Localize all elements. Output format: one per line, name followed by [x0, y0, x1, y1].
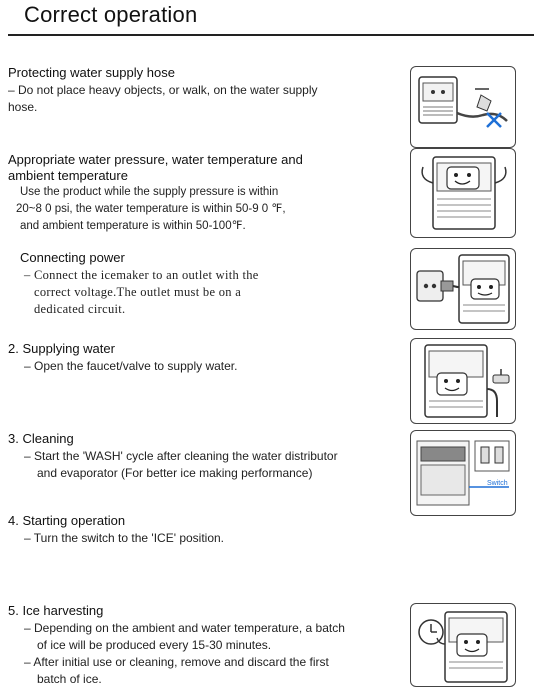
body-line: – Turn the switch to the 'ICE' position. — [24, 531, 225, 545]
section-body — [8, 184, 403, 235]
body-line: – Depending on the ambient and water temperature, a batch — [24, 621, 345, 635]
page-title: Correct operation — [24, 2, 198, 27]
section-body — [8, 82, 403, 116]
body-line: and evaporator (For better ice making performance) — [37, 466, 313, 480]
section-starting-operation — [8, 513, 403, 547]
section-body — [8, 358, 403, 375]
icemaker-faucet-icon — [410, 338, 516, 424]
section-cleaning — [8, 431, 403, 482]
section-body — [8, 448, 403, 482]
section-heading: 3. Cleaning — [8, 431, 74, 446]
icemaker-foot-on-hose-icon — [410, 66, 516, 148]
body-line: – Open the faucet/valve to supply water. — [24, 359, 238, 373]
section-protecting-hose — [8, 65, 403, 116]
section-body — [8, 620, 403, 688]
body-line: batch of ice. — [37, 672, 102, 686]
happy-icemaker-icon — [410, 148, 516, 238]
section-heading: Protecting water supply hose — [8, 65, 175, 80]
section-connecting-power — [20, 250, 400, 318]
body-line: – Connect the icemaker to an outlet with the — [24, 268, 259, 282]
section-body — [8, 530, 403, 547]
section-water-pressure — [8, 152, 403, 235]
section-supplying-water — [8, 341, 403, 375]
icemaker-clock-icon — [410, 603, 516, 687]
section-heading: 4. Starting operation — [8, 513, 126, 528]
icemaker-switch-panel-icon — [410, 430, 516, 516]
section-heading: ambient temperature — [8, 168, 128, 183]
body-line: hose. — [8, 100, 38, 114]
body-line: – After initial use or cleaning, remove and discard the first — [24, 655, 329, 669]
body-line: dedicated circuit. — [34, 302, 126, 316]
body-line: – Start the 'WASH' cycle after cleaning the water distributor — [24, 449, 338, 463]
body-line: and ambient temperature is within 50-100℉. — [20, 220, 246, 232]
icemaker-plug-outlet-icon — [410, 248, 516, 330]
section-heading: 2. Supplying water — [8, 341, 115, 356]
body-line: correct voltage.The outlet must be on a — [34, 285, 242, 299]
body-line: 20~8 0 psi, the water temperature is within 50-9 0 ℉, — [16, 203, 286, 215]
title-divider — [8, 34, 534, 36]
section-ice-harvesting — [8, 603, 403, 688]
body-line: Use the product while the supply pressure is within — [20, 186, 279, 198]
section-heading: 5. Ice harvesting — [8, 603, 104, 618]
body-line: – Do not place heavy objects, or walk, on the water supply — [8, 83, 318, 97]
switch-label: Switch — [487, 480, 508, 487]
section-heading: Appropriate water pressure, water temperature and — [8, 152, 303, 167]
section-heading: Connecting power — [20, 250, 125, 265]
section-body — [20, 267, 400, 318]
body-line: of ice will be produced every 15-30 minutes. — [37, 638, 272, 652]
